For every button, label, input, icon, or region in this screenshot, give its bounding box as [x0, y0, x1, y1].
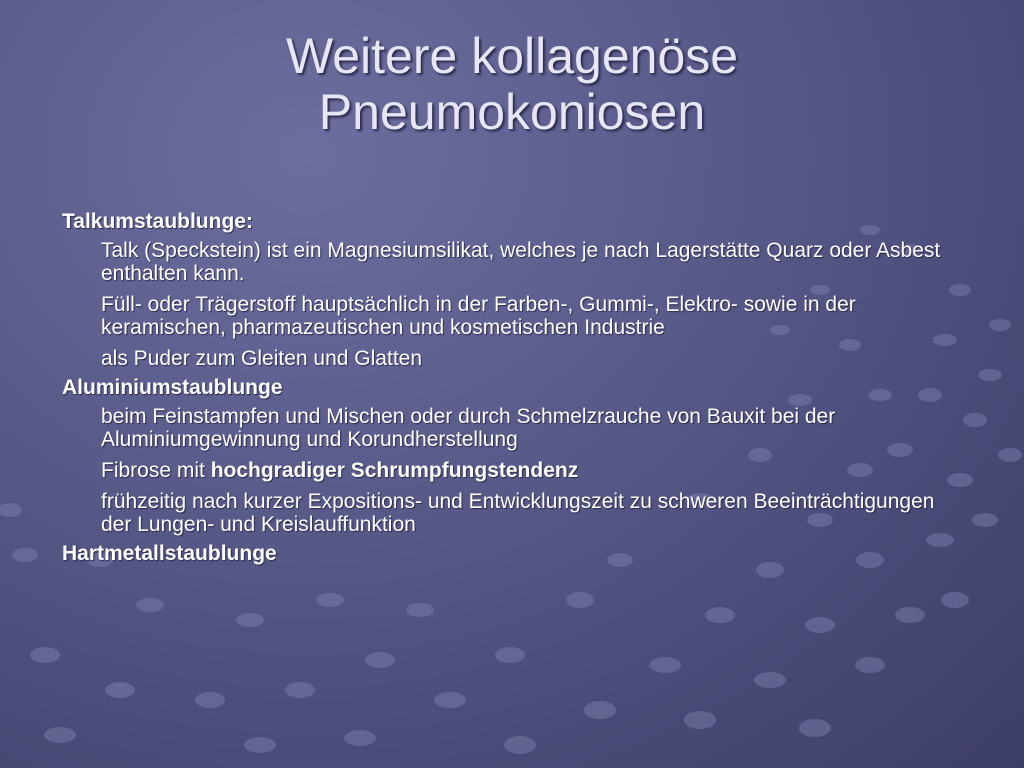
slide-body — [62, 210, 962, 565]
heading-hartmetallstaublunge: Hartmetallstaublunge — [62, 542, 277, 565]
bullet-talk-usage: Füll- oder Trägerstoff hauptsächlich in der Farben-, Gummi-, Elektro- sowie in der keramischen, pharmazeutischen und kosmetischen Industrie — [101, 293, 856, 339]
bullet-aluminium-fibrose — [62, 459, 962, 482]
bullet-aluminium-impairment: frühzeitig nach kurzer Expositions- und Entwicklungszeit zu schweren Beeinträchtigungen der Lungen- und Kreislauffunktion — [101, 490, 935, 536]
slide-title — [0, 28, 1024, 140]
fibrose-prefix: Fibrose mit — [101, 459, 211, 482]
heading-talkumstaublunge: Talkumstaublunge: — [62, 210, 253, 233]
bullet-aluminium-exposure: beim Feinstampfen und Mischen oder durch Schmelzrauche von Bauxit bei der Aluminiumgewinnung und Korundherstellung — [101, 405, 836, 451]
bullet-talk-puder: als Puder zum Gleiten und Glatten — [101, 347, 423, 370]
slide-title-line-1: Weitere kollagenöse — [285, 28, 739, 84]
slide-title-line-2: Pneumokoniosen — [318, 84, 706, 140]
fibrose-emphasis: hochgradiger Schrumpfungstendenz — [210, 459, 579, 482]
bullet-talk-definition: Talk (Speckstein) ist ein Magnesiumsilikat, welches je nach Lagerstätte Quarz oder Asbest enthalten kann. — [101, 239, 941, 285]
heading-aluminiumstaublunge: Aluminiumstaublunge — [62, 376, 283, 399]
